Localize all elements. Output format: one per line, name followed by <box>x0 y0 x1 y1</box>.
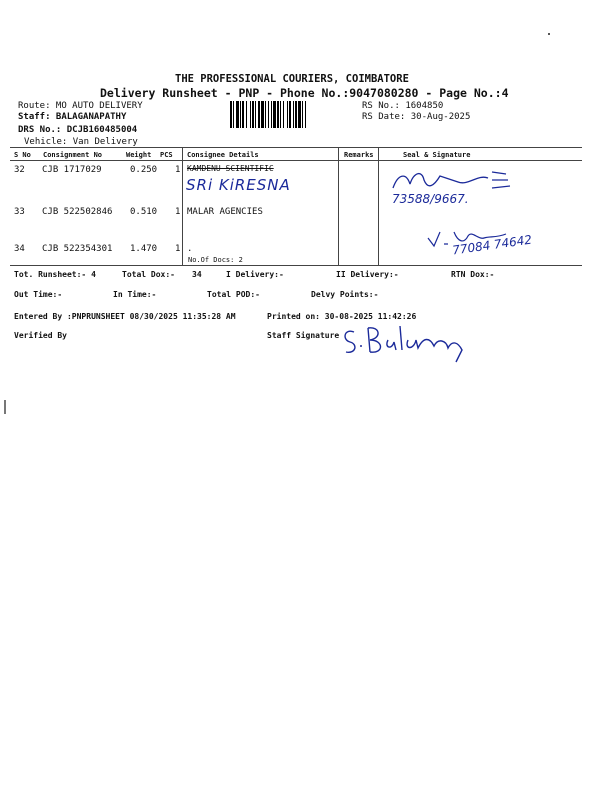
delvy-points: Delvy Points:- <box>311 290 379 299</box>
total-dox-label: Total Dox:- <box>122 270 175 279</box>
col-header-consignment: Consignment No <box>43 151 103 159</box>
row-pcs: 1 <box>175 244 181 254</box>
row-sno: 34 <box>14 244 25 254</box>
rtn-dox: RTN Dox:- <box>451 270 495 279</box>
row-sno: 32 <box>14 165 25 175</box>
col-header-weight: Weight <box>126 151 152 159</box>
printed-on: Printed on: 30-08-2025 11:42:26 <box>267 312 417 321</box>
in-time: In Time:- <box>113 290 157 299</box>
row-weight: 0.510 <box>130 207 158 217</box>
row-pcs: 1 <box>175 207 181 217</box>
col-header-seal: Seal & Signature <box>403 151 471 159</box>
row-consignee: MALAR AGENCIES <box>187 207 263 217</box>
signature-phone-34: 77084 74642 <box>451 232 533 258</box>
row-pcs: 1 <box>175 165 181 175</box>
row-weight: 0.250 <box>130 165 158 175</box>
signature-phone-32: 73588/9667. <box>392 192 469 206</box>
scan-edge-mark <box>4 400 6 414</box>
col-header-remarks: Remarks <box>344 151 374 159</box>
vehicle-text: Vehicle: Van Delivery <box>24 137 138 147</box>
total-pod: Total POD:- <box>207 290 260 299</box>
entered-by: Entered By :PNPRUNSHEET 08/30/2025 11:35:28 AM <box>14 312 236 321</box>
row-consignment: CJB 1717029 <box>42 165 102 175</box>
out-time: Out Time:- <box>14 290 63 299</box>
row-note: No.Of Docs: 2 <box>188 256 243 264</box>
route-text: Route: MO AUTO DELIVERY <box>18 101 143 111</box>
col-header-pcs: PCS <box>160 151 173 159</box>
staff-signature-scribble <box>338 318 478 366</box>
col-header-sno: S No <box>14 151 31 159</box>
row-consignee: . <box>187 244 193 254</box>
total-dox-value: 34 <box>192 270 202 279</box>
verified-by: Verified By <box>14 331 67 340</box>
row-weight: 1.470 <box>130 244 158 254</box>
row-sno: 33 <box>14 207 25 217</box>
handwritten-consignee: SRi KiRESNA <box>186 176 291 194</box>
company-title: THE PROFESSIONAL COURIERS, COIMBATORE <box>175 73 409 85</box>
rs-number: RS No.: 1604850 <box>362 101 444 111</box>
row-consignment: CJB 522354301 <box>42 244 113 254</box>
staff-signature-label: Staff Signature <box>267 331 340 340</box>
rs-date: RS Date: 30-Aug-2025 <box>362 112 471 122</box>
ii-delivery: II Delivery:- <box>336 270 399 279</box>
drs-number: DRS No.: DCJB160485004 <box>18 125 138 135</box>
col-header-consignee: Consignee Details <box>187 151 259 159</box>
row-consignee: KAMDENU SCIENTIFIC <box>187 164 274 173</box>
i-delivery: I Delivery:- <box>226 270 284 279</box>
barcode <box>230 101 358 128</box>
row-consignment: CJB 522502846 <box>42 207 113 217</box>
staff-text: Staff: BALAGANAPATHY <box>18 112 127 122</box>
tot-runsheet: Tot. Runsheet:- 4 <box>14 270 96 279</box>
runsheet-title: Delivery Runsheet - PNP - Phone No.:9047080280 - Page No.:4 <box>100 86 509 100</box>
scan-speck <box>548 33 550 35</box>
